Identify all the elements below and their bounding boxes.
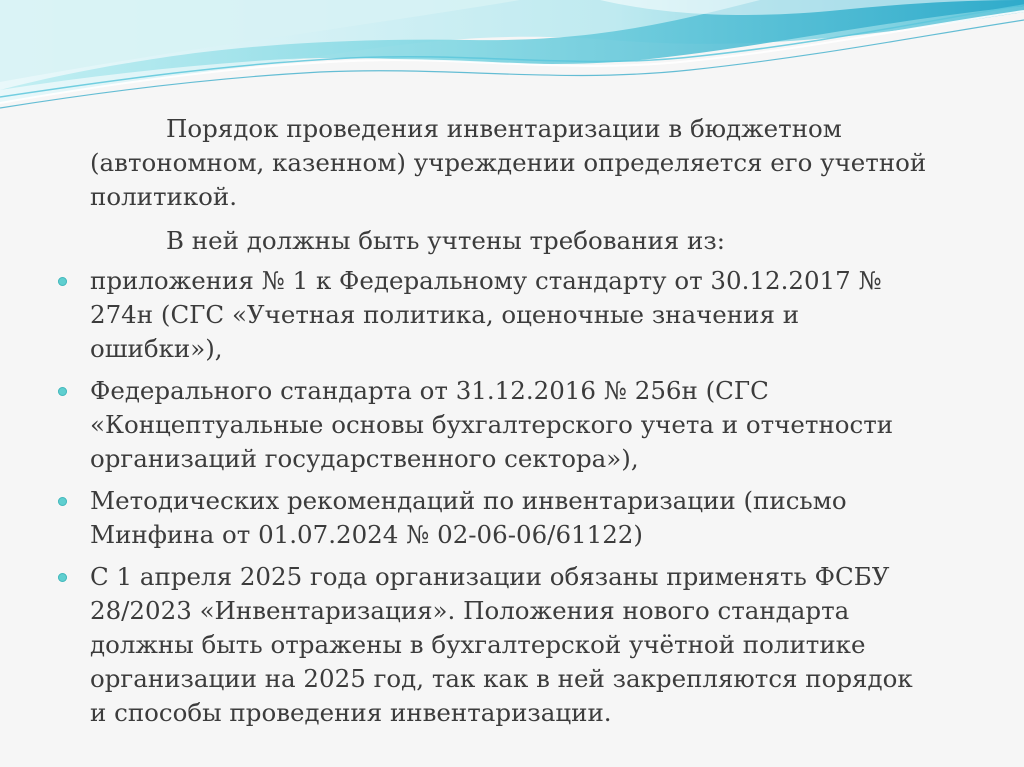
requirements-list (56, 264, 936, 730)
list-item (56, 374, 936, 476)
bullet-icon (58, 573, 67, 582)
list-item (56, 560, 936, 730)
bullet-icon (58, 277, 67, 286)
list-item-text: Федерального стандарта от 31.12.2016 № 256н (СГС «Концептуальные основы бухгалтерского учета и отчетности организаций государственного сектора»), (90, 376, 894, 473)
slide-body (56, 112, 936, 738)
list-item-text: С 1 апреля 2025 года организации обязаны применять ФСБУ 28/2023 «Инвентаризация». Положения нового стандарта должны быть отражены в бухгалтерской учётной политике организации на 2025 год, так как в ней закрепляются порядок и способы проведения инвентаризации. (90, 562, 913, 727)
bullet-icon (58, 387, 67, 396)
intro-paragraph-2: В ней должны быть учтены требования из: (166, 226, 725, 255)
list-item (56, 484, 936, 552)
wave-header-decoration (0, 0, 1024, 115)
intro-paragraph-1: Порядок проведения инвентаризации в бюджетном (автономном, казенном) учреждении определяется его учетной политикой. (90, 114, 927, 211)
list-item (56, 264, 936, 366)
list-item-text: Методических рекомендаций по инвентаризации (письмо Минфина от 01.07.2024 № 02-06-06/61122) (90, 486, 847, 549)
list-item-text: приложения № 1 к Федеральному стандарту от 30.12.2017 № 274н (СГС «Учетная политика, оценочные значения и ошибки»), (90, 266, 882, 363)
bullet-icon (58, 497, 67, 506)
